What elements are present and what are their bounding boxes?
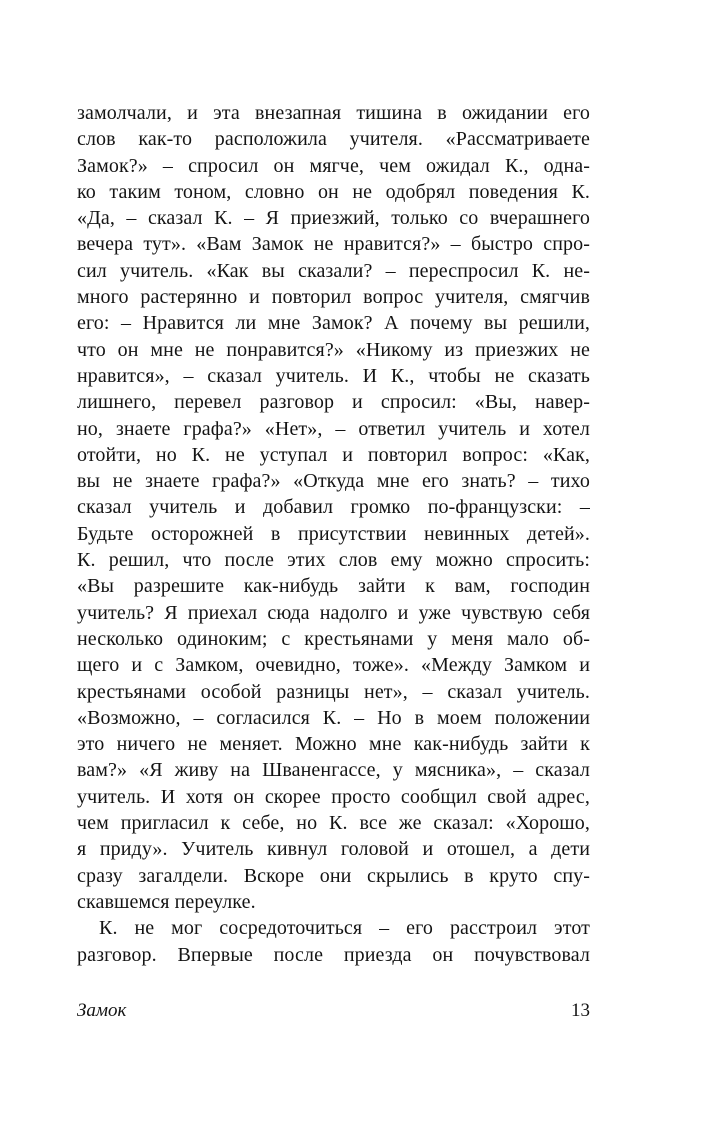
text-line: замолчали, и эта внезапная тишина в ожидании его <box>77 102 590 124</box>
text-line: крестьянами особой разницы нет», – сказал учитель. <box>77 680 590 703</box>
text-line: но, знаете графа?» «Нет», – ответил учитель и хотел <box>77 417 590 440</box>
text-line: вам?» «Я живу на Шваненгассе, у мясника», – сказал <box>77 759 590 782</box>
text-line: вы не знаете графа?» «Откуда мне его знать? – тихо <box>77 470 590 493</box>
text-line: отойти, но К. не уступал и повторил вопрос: «Как, <box>77 443 590 466</box>
text-line: разговор. Впервые после приезда он почувствовал <box>77 943 590 966</box>
text-line: слов как-то расположила учителя. «Рассматриваете <box>77 128 590 151</box>
text-line: что он мне не понравится?» «Никому из приезжих не <box>77 338 590 361</box>
paragraph-1 <box>77 100 590 915</box>
page-footer <box>77 1000 590 1026</box>
text-line: «Возможно, – согласился К. – Но в моем положении <box>77 706 590 729</box>
text-line: Будьте осторожней в присутствии невинных детей». <box>77 522 590 545</box>
text-line: вечера тут». «Вам Замок не нравится?» – быстро спро- <box>77 233 590 256</box>
body-text <box>77 100 590 968</box>
text-line: его: – Нравится ли мне Замок? А почему вы решили, <box>77 312 590 335</box>
text-line: сказал учитель и добавил громко по-французски: – <box>77 496 590 519</box>
text-line: это ничего не меняет. Можно мне как-нибудь зайти к <box>77 733 590 756</box>
page-number: 13 <box>571 1000 590 1021</box>
text-line: лишнего, перевел разговор и спросил: «Вы, навер- <box>77 391 590 414</box>
text-line: «Да, – сказал К. – Я приезжий, только со вчерашнего <box>77 207 590 230</box>
text-line: К. не мог сосредоточиться – его расстроил этот <box>99 917 590 940</box>
text-line: несколько одиноким; с крестьянами у меня мало об- <box>77 627 590 650</box>
text-line: учитель. И хотя он скорее просто сообщил свой адрес, <box>77 785 590 808</box>
text-line: К. решил, что после этих слов ему можно спросить: <box>77 549 590 572</box>
text-line: Замок?» – спросил он мягче, чем ожидал К., одна- <box>77 154 590 177</box>
text-line: сил учитель. «Как вы сказали? – переспросил К. не- <box>77 259 590 282</box>
text-line: много растерянно и повторил вопрос учителя, смягчив <box>77 286 590 309</box>
text-line: сразу загалдели. Вскоре они скрылись в круто спу- <box>77 864 590 887</box>
text-line: скавшемся переулке. <box>77 890 256 913</box>
running-title: Замок <box>77 1000 127 1021</box>
text-line: учитель? Я приехал сюда надолго и уже чувствую себя <box>77 601 590 624</box>
paragraph-2 <box>77 915 590 968</box>
text-line: щего и с Замком, очевидно, тоже». «Между Замком и <box>77 654 590 677</box>
text-line: ко таким тоном, словно он не одобрял поведения К. <box>77 180 590 203</box>
text-line: чем пригласил к себе, но К. все же сказал: «Хорошо, <box>77 812 590 835</box>
text-line: нравится», – сказал учитель. И К., чтобы не сказать <box>77 364 590 387</box>
text-line: «Вы разрешите как-нибудь зайти к вам, господин <box>77 575 590 598</box>
text-line: я приду». Учитель кивнул головой и отошел, а дети <box>77 838 590 861</box>
